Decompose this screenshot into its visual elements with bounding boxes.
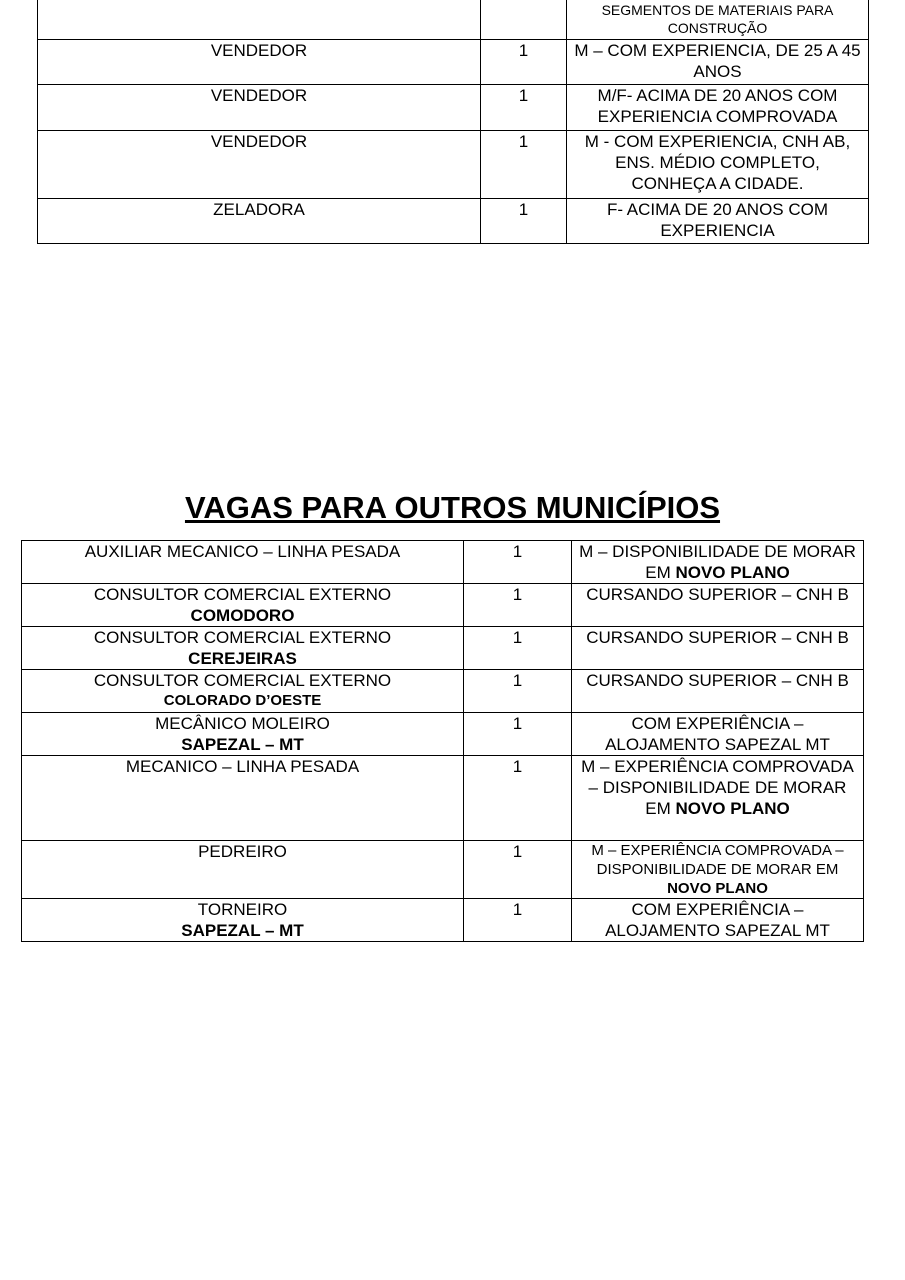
requirements-text: CURSANDO SUPERIOR – CNH B bbox=[586, 671, 849, 690]
table-row bbox=[22, 756, 864, 841]
quantity-cell: 1 bbox=[464, 541, 572, 584]
job-title-cell: VENDEDOR bbox=[38, 131, 481, 199]
requirements-cell bbox=[572, 713, 864, 756]
job-title-cell bbox=[22, 713, 464, 756]
requirements-cell bbox=[572, 627, 864, 670]
quantity-cell: 1 bbox=[464, 713, 572, 756]
table-row bbox=[22, 670, 864, 713]
job-title-cell bbox=[22, 756, 464, 841]
job-title-cell bbox=[22, 841, 464, 899]
job-table-other-cities bbox=[21, 540, 864, 942]
requirements-cell bbox=[572, 541, 864, 584]
job-title-cell bbox=[22, 899, 464, 942]
quantity-cell: 1 bbox=[464, 841, 572, 899]
table-row bbox=[22, 713, 864, 756]
requirements-location: NOVO PLANO bbox=[675, 799, 790, 818]
job-location: COMODORO bbox=[190, 606, 295, 625]
table-row bbox=[22, 899, 864, 942]
job-title-cell bbox=[22, 584, 464, 627]
job-title: MECÂNICO MOLEIRO bbox=[155, 714, 330, 733]
job-location: SAPEZAL – MT bbox=[181, 735, 304, 754]
requirements-text: M – EXPERIÊNCIA COMPROVADA – DISPONIBILIDADE DE MORAR EM bbox=[581, 757, 854, 818]
table-row bbox=[38, 199, 869, 244]
job-title-cell bbox=[22, 627, 464, 670]
quantity-cell: 1 bbox=[481, 131, 567, 199]
requirements-cell bbox=[572, 584, 864, 627]
requirements-location: NOVO PLANO bbox=[667, 880, 768, 897]
job-title: CONSULTOR COMERCIAL EXTERNO bbox=[93, 671, 392, 690]
requirements-cell: SEGMENTOS DE MATERIAIS PARA CONSTRUÇÃO bbox=[567, 0, 869, 40]
quantity-cell: 1 bbox=[481, 199, 567, 244]
job-title: MECANICO – LINHA PESADA bbox=[125, 757, 360, 776]
job-table-local bbox=[37, 0, 869, 244]
table-row bbox=[38, 0, 869, 40]
requirements-cell bbox=[572, 841, 864, 899]
job-title: CONSULTOR COMERCIAL EXTERNO bbox=[93, 585, 392, 604]
job-location: COLORADO D’OESTE bbox=[163, 692, 322, 709]
job-title: CONSULTOR COMERCIAL EXTERNO bbox=[93, 628, 392, 647]
job-title-cell bbox=[22, 541, 464, 584]
quantity-cell: 1 bbox=[464, 899, 572, 942]
job-title-cell: VENDEDOR bbox=[38, 85, 481, 131]
section-title: VAGAS PARA OUTROS MUNICÍPIOS bbox=[184, 490, 721, 525]
requirements-cell: M – COM EXPERIENCIA, DE 25 A 45 ANOS bbox=[567, 40, 869, 85]
quantity-cell bbox=[481, 0, 567, 40]
requirements-cell bbox=[572, 670, 864, 713]
requirements-text: COM EXPERIÊNCIA – ALOJAMENTO SAPEZAL MT bbox=[605, 714, 830, 754]
job-location: SAPEZAL – MT bbox=[181, 921, 304, 940]
requirements-location: NOVO PLANO bbox=[675, 563, 790, 582]
job-title-cell: ZELADORA bbox=[38, 199, 481, 244]
job-title: TORNEIRO bbox=[197, 900, 288, 919]
job-title-cell bbox=[38, 0, 481, 40]
requirements-text: M – DISPONIBILIDADE DE MORAR EM bbox=[579, 542, 856, 582]
table-row bbox=[38, 40, 869, 85]
table-row bbox=[22, 541, 864, 584]
requirements-text: CURSANDO SUPERIOR – CNH B bbox=[586, 628, 849, 647]
requirements-cell bbox=[572, 756, 864, 841]
requirements-cell: M/F- ACIMA DE 20 ANOS COM EXPERIENCIA COMPROVADA bbox=[567, 85, 869, 131]
job-title-cell: VENDEDOR bbox=[38, 40, 481, 85]
quantity-cell: 1 bbox=[481, 85, 567, 131]
requirements-cell: F- ACIMA DE 20 ANOS COM EXPERIENCIA bbox=[567, 199, 869, 244]
table-row bbox=[38, 85, 869, 131]
requirements-cell: M - COM EXPERIENCIA, CNH AB, ENS. MÉDIO COMPLETO, CONHEÇA A CIDADE. bbox=[567, 131, 869, 199]
job-title: AUXILIAR MECANICO – LINHA PESADA bbox=[84, 542, 401, 561]
table-row bbox=[38, 131, 869, 199]
requirements-text: CURSANDO SUPERIOR – CNH B bbox=[586, 585, 849, 604]
job-title-cell bbox=[22, 670, 464, 713]
quantity-cell: 1 bbox=[464, 627, 572, 670]
table-row bbox=[22, 841, 864, 899]
table-row bbox=[22, 627, 864, 670]
quantity-cell: 1 bbox=[464, 584, 572, 627]
table-row bbox=[22, 584, 864, 627]
requirements-text: COM EXPERIÊNCIA – ALOJAMENTO SAPEZAL MT bbox=[605, 900, 830, 940]
job-location: CEREJEIRAS bbox=[188, 649, 297, 668]
quantity-cell: 1 bbox=[481, 40, 567, 85]
quantity-cell: 1 bbox=[464, 756, 572, 841]
requirements-cell bbox=[572, 899, 864, 942]
requirements-text: M – EXPERIÊNCIA COMPROVADA – DISPONIBILIDADE DE MORAR EM bbox=[591, 842, 844, 878]
job-title: PEDREIRO bbox=[198, 842, 287, 861]
quantity-cell: 1 bbox=[464, 670, 572, 713]
